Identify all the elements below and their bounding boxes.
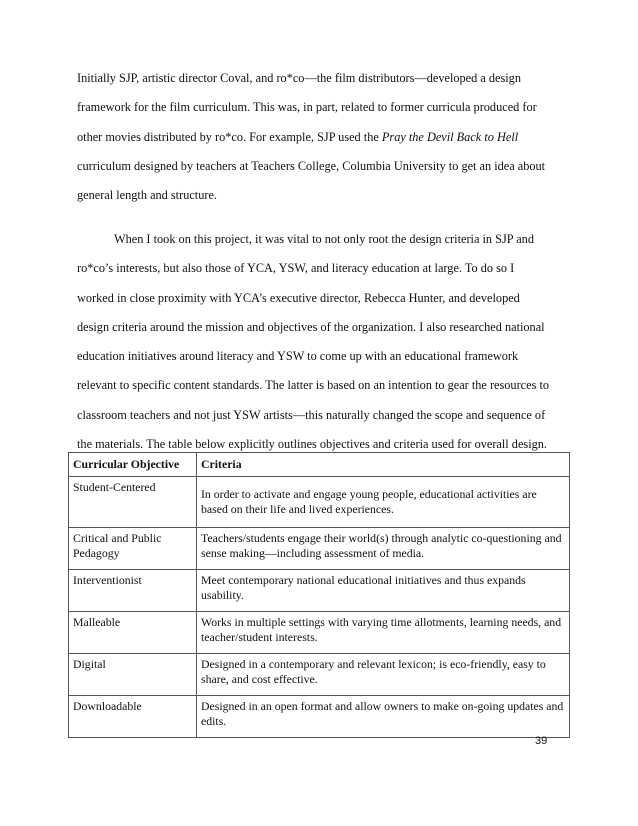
text-line: classroom teachers and not just YSW artists—this naturally changed the scope and sequence of xyxy=(77,407,546,422)
film-title: Pray the Devil Back to Hell xyxy=(381,129,519,144)
text-line: When I took on this project, it was vital to not only root the design criteria in SJP and xyxy=(114,232,534,246)
paragraph-film-framework xyxy=(77,64,572,210)
text-line: general length and structure. xyxy=(77,188,217,203)
criteria-cell: Designed in a contemporary and relevant lexicon; is eco-friendly, easy to share, and cost effective. xyxy=(197,654,570,696)
table-row xyxy=(69,612,570,654)
page-number: 39 xyxy=(535,735,548,747)
text-line: Initially SJP, artistic director Coval, and ro*co—the film distributors—developed a design xyxy=(77,71,521,85)
criteria-cell: Teachers/students engage their world(s) through analytic co-questioning and sense making—including assessment of media. xyxy=(197,528,570,570)
text-line: curriculum designed by teachers at Teachers College, Columbia University to get an idea about xyxy=(77,158,546,173)
text-line: ro*co’s interests, but also those of YCA, YSW, and literacy education at large. To do so I xyxy=(77,261,515,276)
header-criteria: Criteria xyxy=(197,453,570,477)
header-curricular-objective: Curricular Objective xyxy=(69,453,197,477)
text-line: worked in close proximity with YCA’s executive director, Rebecca Hunter, and developed xyxy=(77,290,520,305)
objective-cell: Downloadable xyxy=(69,696,197,738)
table-header-row xyxy=(69,453,570,477)
criteria-cell: Meet contemporary national educational initiatives and thus expands usability. xyxy=(197,570,570,612)
text-line: education initiatives around literacy and YSW to come up with an educational framework xyxy=(77,349,519,364)
text-line-start: other movies distributed by ro*co. For example, SJP used the xyxy=(77,129,382,144)
text-line: the materials. The table below explicitly outlines objectives and criteria used for overall design. xyxy=(77,437,547,452)
text-line xyxy=(77,123,572,152)
text-line: relevant to specific content standards. The latter is based on an intention to gear the resources to xyxy=(77,378,550,393)
paragraph-design-criteria xyxy=(77,225,572,459)
table-row xyxy=(69,654,570,696)
objective-cell: Digital xyxy=(69,654,197,696)
criteria-cell: Works in multiple settings with varying time allotments, learning needs, and teacher/student interests. xyxy=(197,612,570,654)
criteria-cell: Designed in an open format and allow owners to make on-going updates and edits. xyxy=(197,696,570,738)
objective-cell: Critical and Public Pedagogy xyxy=(69,528,197,570)
table-row xyxy=(69,696,570,738)
objective-cell: Interventionist xyxy=(69,570,197,612)
criteria-cell: In order to activate and engage young people, educational activities are based on their life and lived experiences. xyxy=(197,477,570,528)
objectives-criteria-table xyxy=(68,452,570,738)
table-row xyxy=(69,570,570,612)
text-line: framework for the film curriculum. This was, in part, related to former curricula produced for xyxy=(77,100,537,115)
objective-cell: Student-Centered xyxy=(69,477,197,528)
table-row xyxy=(69,528,570,570)
objective-cell: Malleable xyxy=(69,612,197,654)
text-line: design criteria around the mission and objectives of the organization. I also researched national xyxy=(77,319,545,334)
table-row xyxy=(69,477,570,528)
